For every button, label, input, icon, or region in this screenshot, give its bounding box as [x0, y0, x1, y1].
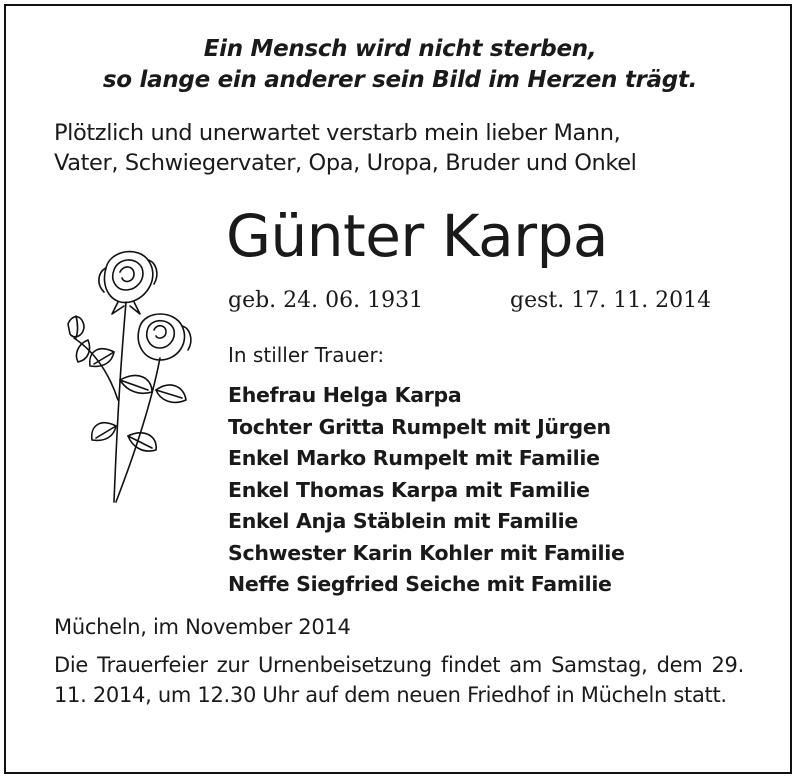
- motto: [0, 34, 800, 96]
- intro-line-2: Vater, Schwiegervater, Opa, Uropa, Bruder und Onkel: [54, 150, 637, 176]
- list-item: Ehefrau Helga Karpa: [228, 383, 462, 407]
- motto-line-1: Ein Mensch wird nicht sterben,: [203, 36, 597, 62]
- list-item: Neffe Siegfried Seiche mit Familie: [228, 572, 612, 596]
- death-date: gest. 17. 11. 2014: [510, 288, 712, 313]
- life-dates: [228, 286, 711, 316]
- funeral-notice: Die Trauerfeier zur Urnenbeisetzung findet am Samstag, dem 29. 11. 2014, um 12.30 Uhr auf dem neuen Friedhof in Mücheln statt.: [54, 653, 744, 707]
- motto-line-2: so lange ein anderer sein Bild im Herzen trägt.: [102, 67, 698, 93]
- mourning-heading: In stiller Trauer:: [228, 343, 385, 367]
- intro-text: [54, 118, 754, 178]
- intro-line-1: Plötzlich und unerwartet verstarb mein lieber Mann,: [54, 120, 621, 146]
- birth-date: geb. 24. 06. 1931: [228, 288, 424, 313]
- place-date: Mücheln, im November 2014: [54, 615, 351, 639]
- list-item: Enkel Thomas Karpa mit Familie: [228, 477, 590, 502]
- family-list: [228, 380, 625, 601]
- list-item: Tochter Gritta Rumpelt mit Jürgen: [228, 414, 611, 439]
- rose-icon: [48, 240, 198, 510]
- deceased-name: Günter Karpa: [226, 202, 608, 270]
- list-item: Enkel Anja Stäblein mit Familie: [228, 509, 578, 533]
- list-item: Schwester Karin Kohler mit Familie: [228, 540, 625, 565]
- list-item: Enkel Marko Rumpelt mit Familie: [228, 446, 600, 470]
